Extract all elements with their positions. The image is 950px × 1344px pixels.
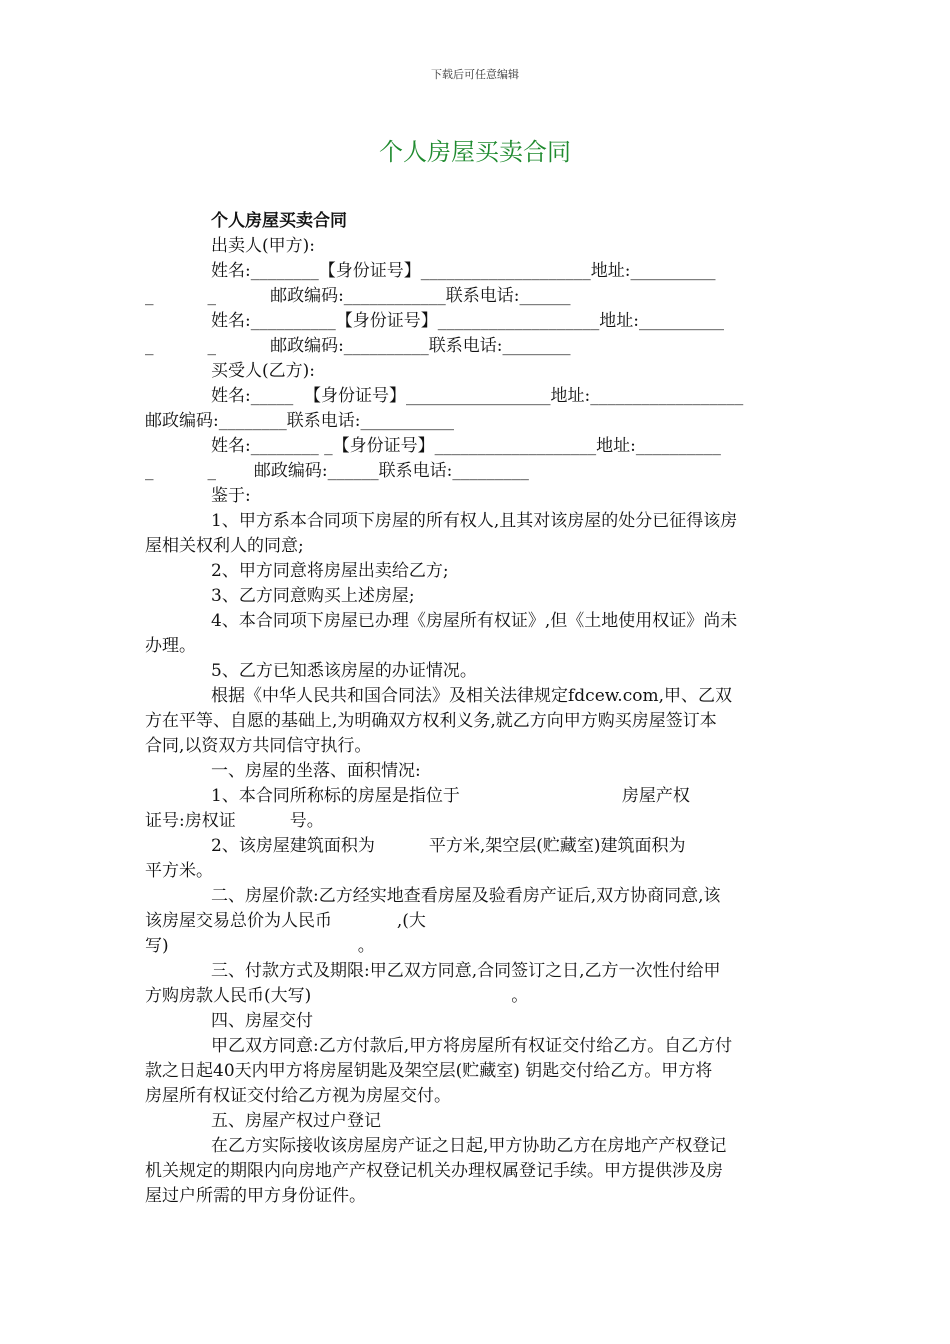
document-title: 个人房屋买卖合同 (379, 138, 571, 166)
buyer-1-name-line: 姓名:_____ 【身份证号】_________________地址:__________________ (211, 386, 744, 406)
seller-2-name-line: 姓名:__________【身份证号】___________________地址:__________ (211, 311, 724, 331)
clause-5-line-1: 在乙方实际接收该房屋房产证之日起,甲方协助乙方在房地产产权登记 (211, 1136, 727, 1156)
clause-2-heading: 二、房屋价款:乙方经实地查看房屋及验看房产证后,双方协商同意,该 (211, 886, 721, 906)
header-note: 下载后可任意编辑 (431, 68, 519, 81)
buyer-label: 买受人(乙方): (211, 361, 315, 381)
clause-4-heading: 四、房屋交付 (211, 1011, 313, 1031)
whereas-4: 4、本合同项下房屋已办理《房屋所有权证》,但《土地使用权证》尚未 (211, 611, 738, 631)
clause-4-line-2: 款之日起40天内甲方将房屋钥匙及架空层(贮藏室) 钥匙交付给乙方。甲方将 (145, 1061, 713, 1081)
clause-4-line-3: 房屋所有权证交付给乙方视为房屋交付。 (145, 1086, 451, 1106)
clause-2-cont-2: 写) 。 (145, 936, 375, 956)
seller-label: 出卖人(甲方): (211, 236, 315, 256)
clause-2-cont: 该房屋交易总价为人民币 ,(大 (145, 911, 426, 931)
buyer-1-contact-line: 邮政编码:________联系电话:___________ (145, 411, 454, 431)
clause-3-heading: 三、付款方式及期限:甲乙双方同意,合同签订之日,乙方一次性付给甲 (211, 961, 721, 981)
clause-5-heading: 五、房屋产权过户登记 (211, 1111, 381, 1131)
clause-4-line-1: 甲乙双方同意:乙方付款后,甲方将房屋所有权证交付给乙方。自乙方付 (211, 1036, 733, 1056)
preamble-line-1: 根据《中华人民共和国合同法》及相关法律规定fdcew.com,甲、乙双 (211, 686, 732, 706)
whereas-5: 5、乙方已知悉该房屋的办证情况。 (211, 661, 477, 681)
clause-1-heading: 一、房屋的坐落、面积情况: (211, 761, 421, 781)
clause-1-item-2-cont: 平方米。 (145, 861, 213, 881)
whereas-4-cont: 办理。 (145, 636, 196, 656)
preamble-line-3: 合同,以资双方共同信守执行。 (145, 736, 372, 756)
clause-5-line-2: 机关规定的期限内向房地产产权登记机关办理权属登记手续。甲方提供涉及房 (145, 1161, 723, 1181)
section-title: 个人房屋买卖合同 (211, 211, 347, 231)
buyer-2-name-line: 姓名:________ _【身份证号】___________________地址:__________ (211, 436, 721, 456)
clause-1-item-2: 2、该房屋建筑面积为 平方米,架空层(贮藏室)建筑面积为 (211, 836, 686, 856)
buyer-2-contact-line: _ _ 邮政编码:______联系电话:_________ (145, 461, 529, 481)
clause-3-cont: 方购房款人民币(大写) 。 (145, 986, 529, 1006)
whereas-3: 3、乙方同意购买上述房屋; (211, 586, 415, 606)
clause-1-item-1: 1、本合同所称标的房屋是指位于 房屋产权 (211, 786, 690, 806)
clause-1-item-1-cont: 证号:房权证 号。 (145, 811, 324, 831)
preamble-line-2: 方在平等、自愿的基础上,为明确双方权利义务,就乙方向甲方购买房屋签订本 (145, 711, 717, 731)
seller-2-contact-line: _ _ 邮政编码:__________联系电话:________ (145, 336, 571, 356)
whereas-1: 1、甲方系本合同项下房屋的所有权人,且其对该房屋的处分已征得该房 (211, 511, 738, 531)
whereas-1-cont: 屋相关权利人的同意; (145, 536, 304, 556)
whereas-2: 2、甲方同意将房屋出卖给乙方; (211, 561, 449, 581)
clause-5-line-3: 屋过户所需的甲方身份证件。 (145, 1186, 366, 1206)
seller-1-contact-line: _ _ 邮政编码:____________联系电话:______ (145, 286, 571, 306)
seller-1-name-line: 姓名:________【身份证号】____________________地址:__________ (211, 261, 716, 281)
whereas-label: 鉴于: (211, 486, 251, 506)
